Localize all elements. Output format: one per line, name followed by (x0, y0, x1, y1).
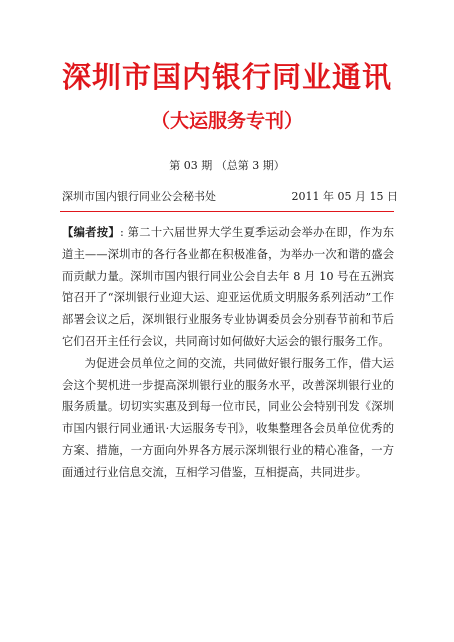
editor-note-label: 【编者按】 (62, 225, 120, 239)
publication-date: 2011 年 05 月 15 日 (291, 190, 398, 203)
editor-note (62, 222, 394, 484)
issue-number: 第 03 期 （总第 3 期） (169, 159, 285, 172)
newsletter-subtitle: （大运服务专刊） (150, 110, 303, 132)
header-divider (60, 211, 394, 212)
publisher-name: 深圳市国内银行同业公会秘书处 (62, 190, 216, 203)
paragraph-1-text: : 第二十六届世界大学生夏季运动会举办在即，作为东道主——深圳市的各行各业都在积极准备，为举办一次和谐的盛会而贡献力量。深圳市国内银行同业公会自去年 8 月 10 号在五洲宾馆召开了“深圳银行业迎大运、迎亚运优质文明服务系列活动”工作部署会议之后，深圳银行业服务专业协调委员会分别春节前和节后它们召开主任行会议，共同商讨如何做好大运会的银行服务工作。 (62, 226, 394, 348)
paragraph-editor-note (62, 222, 394, 353)
newsletter-title: 深圳市国内银行同业通讯 (61, 60, 392, 94)
paragraph-2: 为促进会员单位之间的交流，共同做好银行服务工作，借大运会这个契机进一步提高深圳银行业的服务水平，改善深圳银行业的服务质量。切切实实惠及到每一位市民，同业公会特别刊发《深圳市国内银行同业通讯·大运服务专刊》，收集整理各会员单位优秀的方案、措施，一方面向外界各方展示深圳银行业的精心准备，一方面通过行业信息交流，互相学习借鉴，互相提高，共同进步。 (62, 356, 394, 479)
